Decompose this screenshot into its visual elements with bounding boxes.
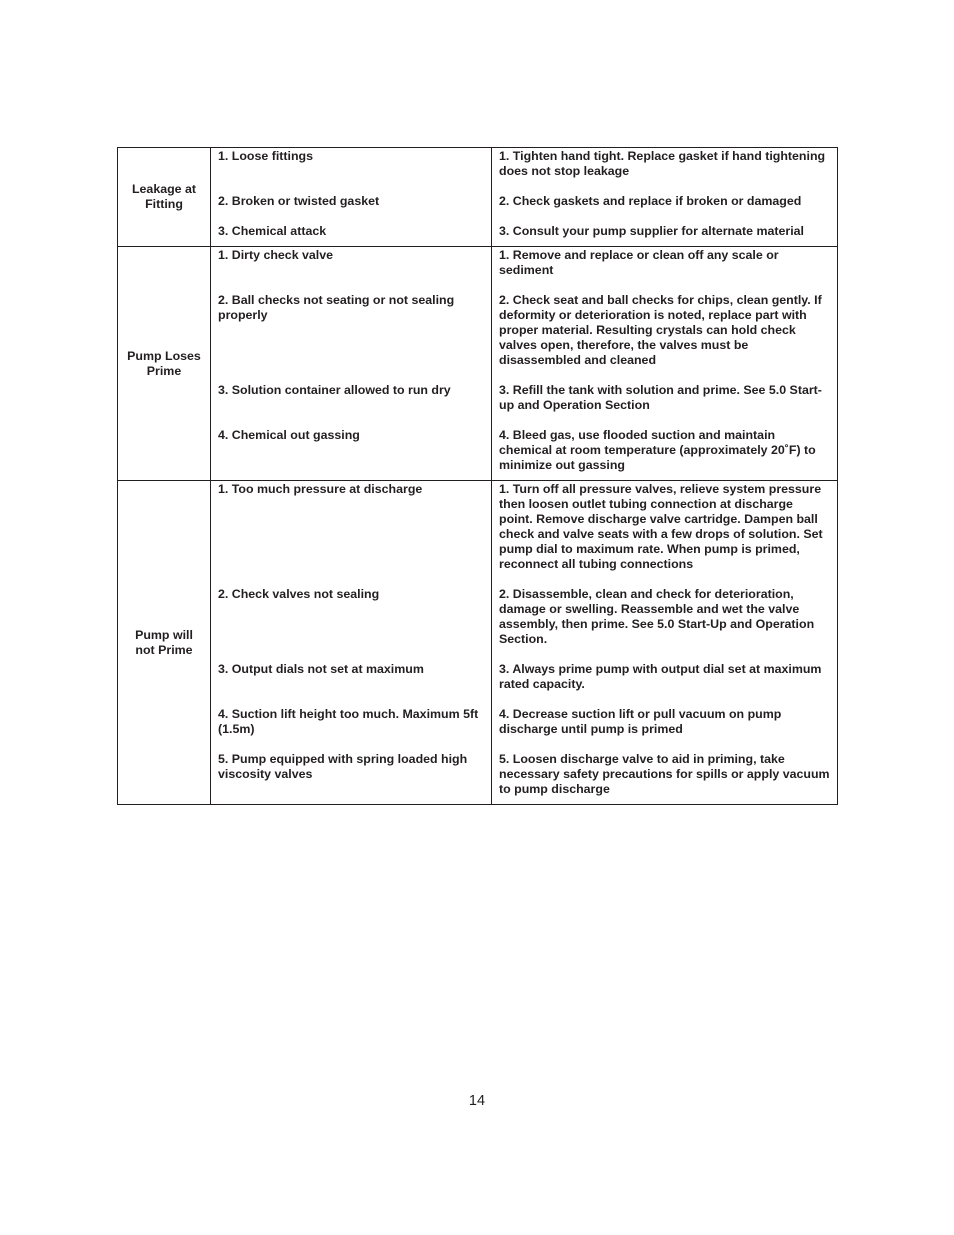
remedy-item: 1. Tighten hand tight. Replace gasket if hand tightening does not stop leakage: [499, 149, 826, 178]
remedy-item: 1. Turn off all pressure valves, relieve system pressure then loosen outlet tubing connection at discharge point. Remove discharge valve cartridge. Dampen ball check and valve seats with a few drops of solution. Set pump dial to maximum rate. When pump is primed, reconnect all tubing connections: [499, 482, 823, 571]
remedy-item: 2. Disassemble, clean and check for deterioration, damage or swelling. Reassemble and wet the valve assembly, then prime. See 5.0 Start-Up and Operation Section.: [499, 587, 815, 646]
remedy-cell: [492, 148, 838, 247]
troubleshooting-table: [117, 147, 838, 805]
cause-item: 1. Too much pressure at discharge: [218, 482, 423, 496]
cause-item: 1. Dirty check valve: [218, 248, 334, 262]
cause-cell: [211, 148, 492, 247]
remedy-item: 3. Consult your pump supplier for alternate material: [499, 224, 805, 238]
problem-cell: [118, 148, 211, 247]
cause-item: 2. Broken or twisted gasket: [218, 194, 380, 208]
cause-item: 3. Chemical attack: [218, 224, 327, 238]
problem-cell: [118, 481, 211, 805]
cause-item: 5. Pump equipped with spring loaded high viscosity valves: [218, 752, 468, 781]
remedy-cell: [492, 481, 838, 805]
remedy-item: 3. Refill the tank with solution and prime. See 5.0 Start-up and Operation Section: [499, 383, 822, 412]
cause-cell: [211, 247, 492, 481]
cause-item: 3. Solution container allowed to run dry: [218, 383, 451, 397]
problem-label: Leakage at Fitting: [131, 182, 197, 211]
cause-item: 2. Ball checks not seating or not sealing properly: [218, 293, 455, 322]
remedy-item: 5. Loosen discharge valve to aid in priming, take necessary safety precautions for spills or apply vacuum to pump discharge: [499, 752, 830, 796]
page-number: 14: [468, 1093, 486, 1109]
cause-item: 1. Loose fittings: [218, 149, 313, 163]
remedy-item: 2. Check seat and ball checks for chips, clean gently. If deformity or deterioration is noted, replace part with proper material. Resulting crystals can hold check valves open, therefore, the valves must be disassembled and cleaned: [499, 293, 822, 367]
table-row-pump-loses-prime: [118, 247, 838, 481]
remedy-item: 4. Decrease suction lift or pull vacuum on pump discharge until pump is primed: [499, 707, 782, 736]
problem-label: Pump Loses Prime: [127, 348, 201, 378]
table-row-pump-will-not-prime: [118, 481, 838, 805]
remedy-item: 2. Check gaskets and replace if broken or damaged: [499, 194, 802, 208]
problem-cell: [118, 247, 211, 481]
problem-label: Pump will not Prime: [135, 627, 193, 657]
cause-cell: [211, 481, 492, 805]
cause-item: 2. Check valves not sealing: [218, 587, 380, 601]
cause-item: 3. Output dials not set at maximum: [218, 662, 424, 676]
remedy-item: 3. Always prime pump with output dial set at maximum rated capacity.: [499, 662, 822, 691]
table-row-leakage-at-fitting: [118, 148, 838, 247]
remedy-cell: [492, 247, 838, 481]
remedy-item: 4. Bleed gas, use flooded suction and maintain chemical at room temperature (approximately 20˚F) to minimize out gassing: [499, 428, 816, 472]
cause-item: 4. Suction lift height too much. Maximum 5ft (1.5m): [218, 707, 479, 736]
remedy-item: 1. Remove and replace or clean off any scale or sediment: [499, 248, 779, 277]
cause-item: 4. Chemical out gassing: [218, 428, 360, 442]
